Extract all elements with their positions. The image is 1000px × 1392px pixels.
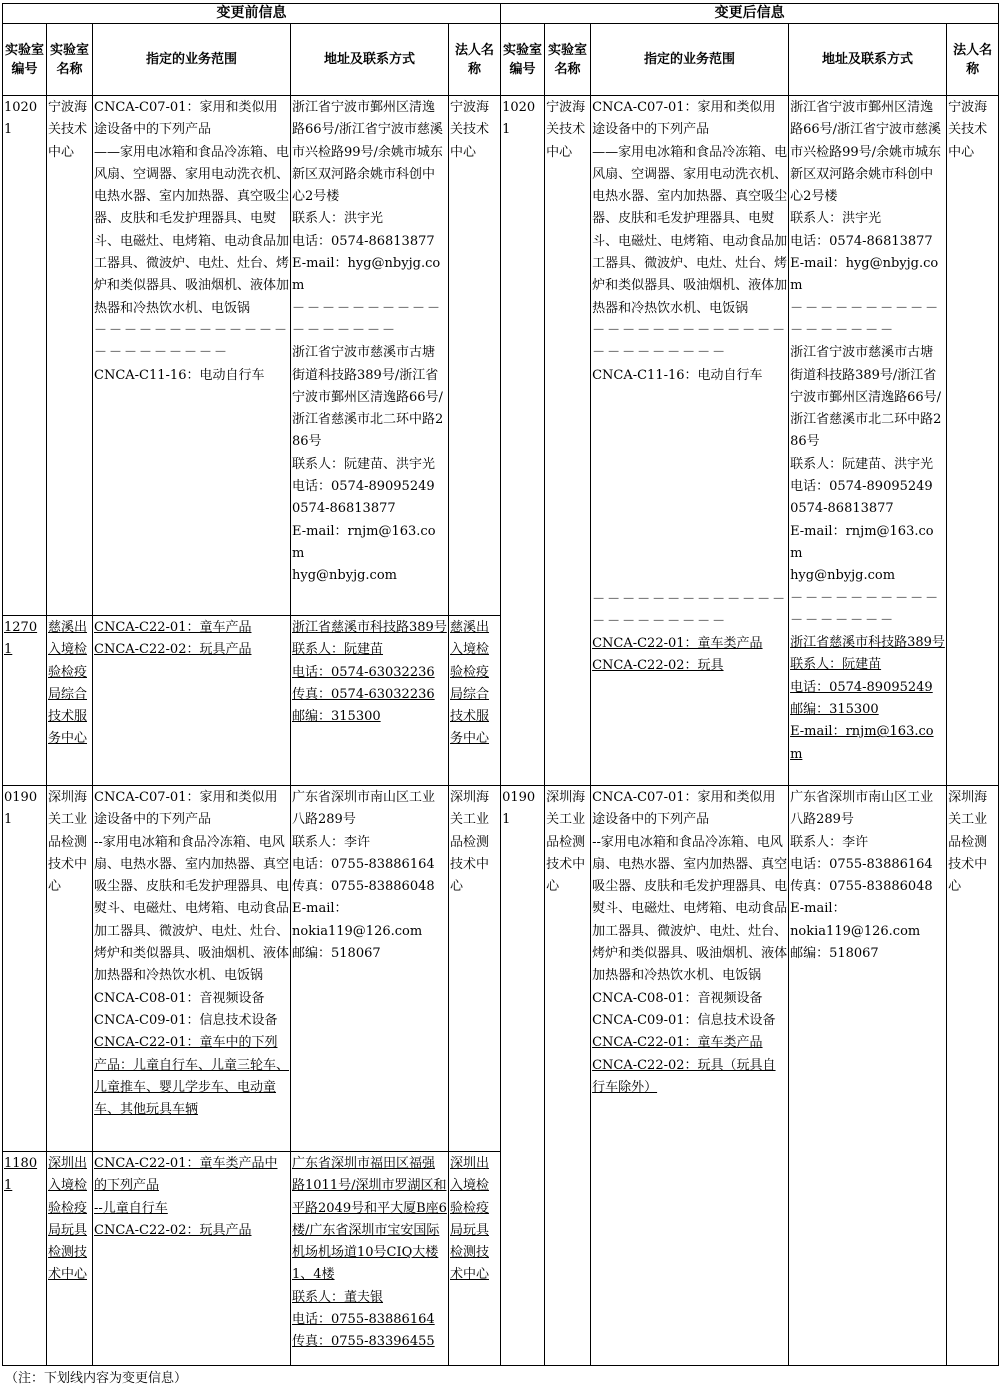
after-legal-name: 宁波海关技术中心 xyxy=(947,96,999,786)
group-after-header: 变更后信息 xyxy=(501,4,999,24)
header-scope: 指定的业务范围 xyxy=(93,24,291,96)
address-text: 广东省深圳市南山区工业八路289号 联系人：李许 电话：0755-83886164 传真：0755-83886048 E-mail： nokia119@126.com 邮编：518067 xyxy=(789,786,947,1366)
divider: －－－－－－－－－－－－－－－－－－－－－－ xyxy=(592,591,788,629)
change-table xyxy=(2,3,999,1366)
header-after-address: 地址及联系方式 xyxy=(789,24,947,96)
legal-name: 深圳海关工业品检测技术中心 xyxy=(449,786,501,1152)
scope-changed-text: CNCA-C22-01：童车类产品 xyxy=(592,636,763,652)
scope-text: CNCA-C11-16：电动自行车 xyxy=(94,367,265,383)
lab-no: 10201 xyxy=(3,96,47,616)
group-before-header: 变更前信息 xyxy=(3,4,501,24)
scope-changed-text: CNCA-C22-02：玩具（玩具自行车除外） xyxy=(592,1057,776,1095)
scope-text: CNCA-C07-01：家用和类似用途设备中的下列产品 ——家用电冰箱和食品冷冻箱、电风扇、空调器、家用电动洗衣机、电热水器、室内加热器、真空吸尘器、皮肤和毛发护理器具、电熨斗、电磁灶、电烤箱、电动食品加工器具、微波炉、电灶、灶台、烤炉和类似器具、吸油烟机、液体加热器和冷热饮水机、电饭锅 xyxy=(94,100,290,316)
after-legal-name: 深圳海关工业品检测技术中心 xyxy=(947,786,999,1366)
after-lab-name: 宁波海关技术中心 xyxy=(545,96,591,786)
address-changed-text: 广东省深圳市福田区福强路1011号/深圳市罗湖区和平路2049号和平大厦B座6楼/广东省深圳市宝安国际机场机场道10号CIQ大楼1、4楼 联系人：董夫银 电话：0755-83886164 传真：0755-83396455 xyxy=(291,1152,449,1366)
table-row xyxy=(3,786,999,1152)
scope-text: CNCA-C07-01：家用和类似用途设备中的下列产品 ——家用电冰箱和食品冷冻箱、电风扇、空调器、家用电动洗衣机、电热水器、室内加热器、真空吸尘器、皮肤和毛发护理器具、电熨斗、电磁灶、电烤箱、电动食品加工器具、微波炉、电灶、灶台、烤炉和类似器具、吸油烟机、液体加热器和冷热饮水机、电饭锅 xyxy=(592,100,788,316)
address-text: 浙江省宁波市鄞州区清逸路66号/浙江省宁波市慈溪市兴检路99号/余姚市城东新区双河路余姚市科创中心2号楼 联系人：洪宇光 电话：0574-86813877 E-mail：hyg@nbyjg.com xyxy=(292,100,443,294)
header-address: 地址及联系方式 xyxy=(291,24,449,96)
lab-no: 11801 xyxy=(3,1152,47,1366)
divider: －－－－－－－－－－－－－－－－－ xyxy=(790,300,941,338)
lab-name: 慈溪出入境检验检疫局综合技术服务中心 xyxy=(47,616,93,786)
scope-text: CNCA-C11-16：电动自行车 xyxy=(592,367,763,383)
scope-changed-text: CNCA-C22-02：玩具 xyxy=(592,658,724,674)
scope-changed-text: CNCA-C22-01：童车中的下列产品：儿童自行车、儿童三轮车、儿童推车、婴儿学步车、电动童车、其他玩具车辆 xyxy=(94,1035,290,1118)
lab-name: 宁波海关技术中心 xyxy=(47,96,93,616)
divider: －－－－－－－－－－－－－－－－－ xyxy=(790,590,941,628)
after-lab-no: 10201 xyxy=(501,96,545,786)
scope-changed-text: CNCA-C22-01：童车产品 CNCA-C22-02：玩具产品 xyxy=(93,616,291,786)
scope-changed-text: CNCA-C22-01：童车类产品 xyxy=(592,1035,763,1051)
header-lab-name: 实验室名称 xyxy=(47,24,93,96)
address-changed-text: 浙江省慈溪市科技路389号 联系人：阮建苗 电话：0574-63032236 传真：0574-63032236 邮编：315300 xyxy=(291,616,449,786)
scope-changed-text: CNCA-C22-01：童车类产品中的下列产品 --儿童自行车 CNCA-C22-02：玩具产品 xyxy=(93,1152,291,1366)
header-after-legal: 法人名称 xyxy=(947,24,999,96)
legal-name: 慈溪出入境检验检疫局综合技术服务中心 xyxy=(449,616,501,786)
divider: －－－－－－－－－－－－－－－－－ xyxy=(292,300,443,338)
footnote: （注：下划线内容为变更信息） xyxy=(5,1371,188,1386)
lab-name: 深圳海关工业品检测技术中心 xyxy=(47,786,93,1152)
header-lab-no: 实验室编号 xyxy=(3,24,47,96)
divider: －－－－－－－－－－－－－－－－－－－－－－ xyxy=(94,322,290,361)
table-row xyxy=(3,96,999,616)
lab-name: 深圳出入境检验检疫局玩具检测技术中心 xyxy=(47,1152,93,1366)
after-lab-no: 01901 xyxy=(501,786,545,1366)
divider: －－－－－－－－－－－－－－－－－－－－－－ xyxy=(592,322,788,361)
address-text: 广东省深圳市南山区工业八路289号 联系人：李许 电话：0755-83886164 传真：0755-83886048 E-mail： nokia119@126.com 邮编：518067 xyxy=(291,786,449,1152)
legal-name: 深圳出入境检验检疫局玩具检测技术中心 xyxy=(449,1152,501,1366)
address-changed-text: 浙江省慈溪市科技路389号 联系人：阮建苗 电话：0574-89095249 邮编：315300 E-mail：rnjm@163.com xyxy=(790,635,945,762)
after-lab-name: 深圳海关工业品检测技术中心 xyxy=(545,786,591,1366)
lab-no: 12701 xyxy=(3,616,47,786)
scope-text: CNCA-C07-01：家用和类似用途设备中的下列产品 --家用电冰箱和食品冷冻箱、电风扇、电热水器、室内加热器、真空吸尘器、皮肤和毛发护理器具、电熨斗、电磁灶、电烤箱、电动食品加工器具、微波炉、电灶、灶台、烤炉和类似器具、吸油烟机、液体加热器和冷热饮水机、电饭锅 CNCA-C08-01：音视频设备 CNCA-C09-01：信息技术设备 xyxy=(94,790,290,1028)
address-text: 浙江省宁波市慈溪市古塘街道科技路389号/浙江省宁波市鄞州区清逸路66号/浙江省慈溪市北二环中路286号 联系人：阮建苗、洪宇光 电话：0574-89095249 0574-86813877 E-mail：rnjm@163.com hyg@nbyjg.com xyxy=(292,345,444,584)
header-after-lab-no: 实验室编号 xyxy=(501,24,545,96)
header-legal: 法人名称 xyxy=(449,24,501,96)
lab-no: 01901 xyxy=(3,786,47,1152)
scope-text: CNCA-C07-01：家用和类似用途设备中的下列产品 --家用电冰箱和食品冷冻箱、电风扇、电热水器、室内加热器、真空吸尘器、皮肤和毛发护理器具、电熨斗、电磁灶、电烤箱、电动食品加工器具、微波炉、电灶、灶台、烤炉和类似器具、吸油烟机、液体加热器和冷热饮水机、电饭锅 CNCA-C08-01：音视频设备 CNCA-C09-01：信息技术设备 xyxy=(592,790,788,1028)
header-after-scope: 指定的业务范围 xyxy=(591,24,789,96)
address-text: 浙江省宁波市慈溪市古塘街道科技路389号/浙江省宁波市鄞州区清逸路66号/浙江省慈溪市北二环中路286号 联系人：阮建苗、洪宇光 电话：0574-89095249 0574-86813877 E-mail：rnjm@163.com hyg@nbyjg.com xyxy=(790,345,942,584)
header-after-lab-name: 实验室名称 xyxy=(545,24,591,96)
address-text: 浙江省宁波市鄞州区清逸路66号/浙江省宁波市慈溪市兴检路99号/余姚市城东新区双河路余姚市科创中心2号楼 联系人：洪宇光 电话：0574-86813877 E-mail：hyg@nbyjg.com xyxy=(790,100,941,294)
legal-name: 宁波海关技术中心 xyxy=(449,96,501,616)
